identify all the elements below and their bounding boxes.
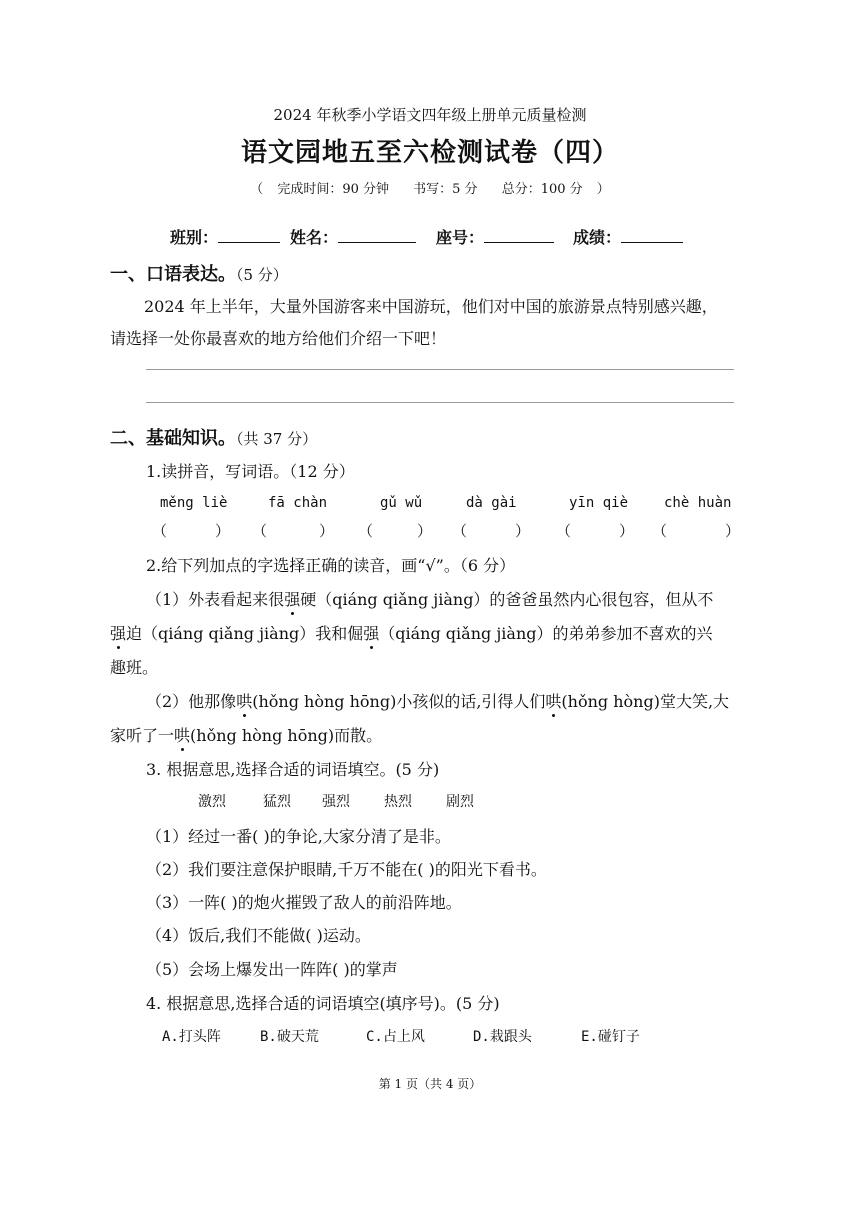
info-time: 完成时间：90 分钟 — [277, 182, 390, 197]
class-label: 班别： — [170, 228, 219, 247]
dotted-char: 强 — [363, 624, 380, 643]
section1-points: （5 分） — [236, 266, 288, 284]
q3-option-2: 猛烈 — [263, 794, 291, 810]
pinyin-6: chè huàn — [664, 495, 732, 511]
q2-text: 硬（qiáng qiǎng jiàng）的爸爸虽然内心很包容，但从不 — [300, 590, 714, 609]
q4-option-c: C.占上风 — [366, 1029, 425, 1045]
page-footer: 第 1 页（共 4 页） — [378, 1077, 482, 1091]
q2-p2-line2 — [110, 723, 382, 746]
info-open: （ — [250, 182, 264, 197]
info-close: ） — [596, 182, 610, 197]
answer-box-4[interactable] — [452, 520, 530, 541]
q3-option-5: 剧烈 — [446, 794, 474, 810]
q2-text: 家听了一 — [110, 726, 175, 745]
q3-sentence-5: （5）会场上爆发出一阵阵( )的掌声 — [146, 960, 398, 979]
dotted-char: 哄 — [174, 726, 191, 745]
paren-open: （ — [556, 522, 572, 540]
score-blank[interactable] — [621, 228, 683, 243]
q3-option-1: 激烈 — [198, 794, 226, 810]
q2-text: (hǒng hòng hōng)而散。 — [190, 726, 383, 745]
pinyin-5: yīn qiè — [569, 495, 629, 511]
name-blank[interactable] — [338, 228, 416, 243]
class-blank[interactable] — [218, 228, 280, 243]
q4-option-a: A.打头阵 — [162, 1029, 221, 1045]
section2-points: （共 37 分） — [236, 430, 318, 448]
info-writing: 书写：5 分 — [413, 182, 478, 197]
q3-sentence-1: （1）经过一番( )的争论,大家分清了是非。 — [146, 827, 451, 846]
paren-close: ） — [515, 522, 531, 540]
section2-title: 二、基础知识。 — [110, 428, 236, 449]
answer-box-6[interactable] — [652, 520, 740, 541]
q1-prompt: 1.读拼音，写词语。（12 分） — [146, 462, 355, 481]
q2-text: 迫（qiáng qiǎng jiàng）我和倔 — [126, 624, 364, 643]
pinyin-4: dà gài — [466, 495, 517, 511]
q2-text: (hǒng hòng)堂大笑,大 — [561, 692, 730, 711]
paren-open: （ — [452, 522, 468, 540]
paren-close: ） — [319, 522, 335, 540]
section1-title: 一、口语表达。 — [110, 264, 236, 285]
dotted-char: 哄 — [236, 692, 253, 711]
exam-info — [0, 178, 860, 197]
q2-p1-line2 — [110, 621, 713, 644]
score-label: 成绩： — [573, 228, 622, 247]
dotted-char: 哄 — [545, 692, 562, 711]
paren-close: ） — [215, 522, 231, 540]
seat-field[interactable] — [436, 225, 554, 248]
answer-box-3[interactable] — [358, 520, 432, 541]
exam-title: 语文园地五至六检测试卷（四） — [240, 138, 619, 168]
pinyin-1: měng liè — [160, 495, 228, 511]
answer-box-2[interactable] — [252, 520, 334, 541]
q2-text: (hǒng hòng hōng)小孩似的话,引得人们 — [252, 692, 546, 711]
q3-sentence-2: （2）我们要注意保护眼睛,千万不能在( )的阳光下看书。 — [146, 860, 547, 879]
answer-box-1[interactable] — [152, 520, 230, 541]
paren-close: ） — [417, 522, 433, 540]
q2-text: （qiáng qiǎng jiàng）的弟弟参加不喜欢的兴 — [379, 624, 713, 643]
section1-heading — [110, 260, 288, 286]
q3-option-4: 热烈 — [384, 794, 412, 810]
q4-option-d: D.栽跟头 — [473, 1029, 532, 1045]
name-label: 姓名： — [290, 228, 339, 247]
paren-close: ） — [619, 522, 635, 540]
pinyin-3: gǔ wǔ — [380, 495, 423, 511]
paren-open: （ — [652, 522, 668, 540]
q3-sentence-4: （4）饭后,我们不能做( )运动。 — [146, 926, 371, 945]
seat-blank[interactable] — [484, 228, 554, 243]
score-field[interactable] — [573, 225, 683, 248]
section1-line2: 请选择一处你最喜欢的地方给他们介绍一下吧！ — [110, 329, 447, 348]
q3-sentence-3: （3）一阵( )的炮火摧毁了敌人的前沿阵地。 — [146, 893, 462, 912]
q4-option-e: E.碰钉子 — [581, 1029, 640, 1045]
dotted-char: 强 — [110, 624, 127, 643]
q2-p1-line1 — [146, 587, 713, 610]
q2-text: （2）他那像 — [146, 692, 237, 711]
paren-open: （ — [358, 522, 374, 540]
q4-prompt: 4. 根据意思,选择合适的词语填空(填序号)。(5 分) — [146, 994, 500, 1013]
q3-option-3: 强烈 — [322, 794, 350, 810]
pinyin-2: fā chàn — [268, 495, 328, 511]
seat-label: 座号： — [436, 228, 485, 247]
paren-close: ） — [725, 522, 741, 540]
q2-text: （1）外表看起来很 — [146, 590, 285, 609]
dotted-char: 强 — [284, 590, 301, 609]
section1-line1: 2024 年上半年，大量外国游客来中国游玩，他们对中国的旅游景点特别感兴趣， — [144, 297, 718, 316]
q2-p1-line3: 趣班。 — [110, 658, 159, 677]
paren-open: （ — [152, 522, 168, 540]
q2-p2-line1 — [146, 689, 729, 712]
q2-prompt: 2.给下列加点的字选择正确的读音，画“√”。（6 分） — [146, 556, 516, 575]
info-total: 总分：100 分 — [501, 182, 583, 197]
name-field[interactable] — [290, 225, 416, 248]
paren-open: （ — [252, 522, 268, 540]
exam-subtitle: 2024 年秋季小学语文四年级上册单元质量检测 — [273, 106, 587, 124]
answer-line-1[interactable] — [146, 369, 734, 370]
section2-heading — [110, 424, 317, 450]
q4-option-b: B.破天荒 — [260, 1029, 319, 1045]
answer-box-5[interactable] — [556, 520, 634, 541]
q3-prompt: 3. 根据意思,选择合适的词语填空。(5 分) — [146, 760, 440, 779]
answer-line-2[interactable] — [146, 402, 734, 403]
class-field[interactable] — [170, 225, 280, 248]
